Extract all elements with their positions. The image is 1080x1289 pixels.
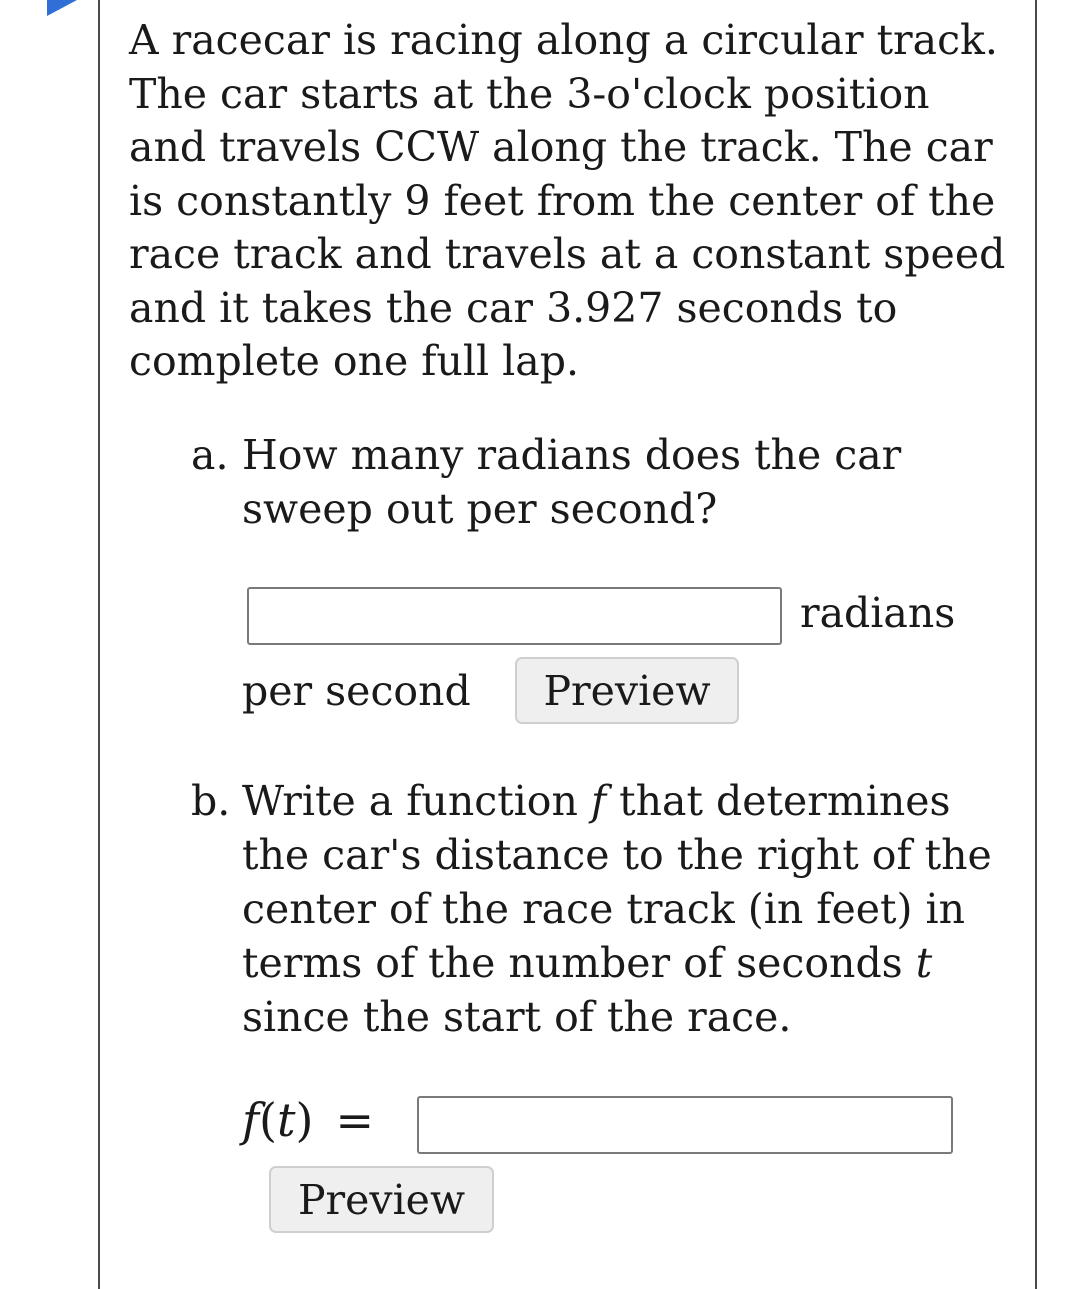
preview-button-part-a[interactable]: Preview [515,657,739,724]
part-a-question-text: How many radians does the car sweep out per second? [242,431,902,533]
radians-per-second-input[interactable] [247,587,782,645]
part-b-label: b. [191,777,231,825]
function-f-input[interactable] [417,1096,953,1154]
part-a-label: a. [191,431,229,479]
lhs-close-paren: ) [295,1093,314,1147]
part-b-text-2: that determines the car's distance to the right of the center of the race track (in feet) in terms of the number of seconds [242,777,992,987]
lhs-function-name: f [242,1093,260,1147]
content-frame-left-border [98,0,100,1289]
lhs-argument: t [276,1093,296,1147]
radians-unit-label: radians [800,589,956,637]
content-frame-right-border [1035,0,1037,1289]
preview-button-part-b[interactable]: Preview [269,1166,494,1233]
lhs-open-paren: ( [259,1093,277,1147]
equals-sign: = [335,1093,374,1147]
problem-statement: A racecar is racing along a circular track. The car starts at the 3-o'clock position and travels CCW along the track. The car is constantly 9 feet from the center of the race track and travels at a constant speed and it takes the car 3.927 seconds to complete one full lap. [129,16,1006,385]
function-variable-f: f [590,777,607,825]
per-second-unit-label: per second [242,667,471,715]
function-expression-lhs [242,1090,374,1150]
part-b-text-3: since the start of the race. [242,993,792,1041]
part-a-question [191,428,962,536]
corner-flag-icon [47,0,77,16]
part-b-question [191,774,1022,1044]
time-variable-t: t [915,939,933,987]
part-b-text-1: Write a function [242,777,578,825]
